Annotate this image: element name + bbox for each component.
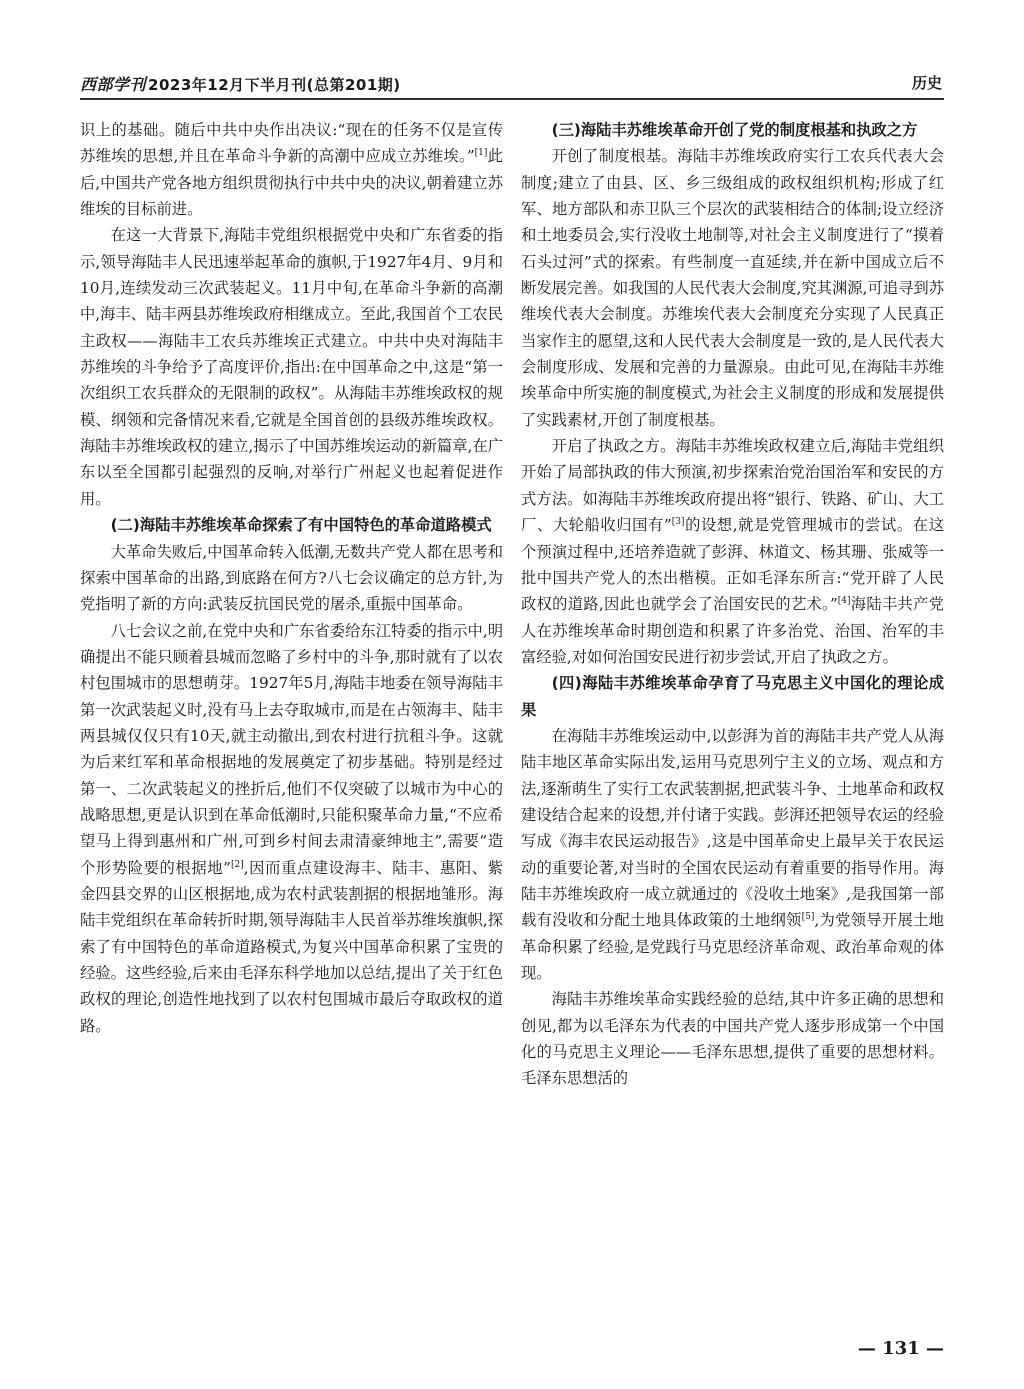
section-heading: (四)海陆丰苏维埃革命孕育了马克思主义中国化的理论成果: [521, 674, 944, 719]
section-heading: (三)海陆丰苏维埃革命开创了党的制度根基和执政之方: [551, 121, 918, 139]
paragraph: 开创了制度根基。海陆丰苏维埃政府实行工农兵代表大会制度;建立了由县、区、乡三级组成的政权组织机构;形成了红军、地方部队和赤卫队三个层次的武装相结合的体制;设立经济和土地委员会,实行没收土地制等,对社会主义制度进行了“摸着石头过河”式的探索。有些制度一直延续,并在新中国成立后不断发展完善。如我国的人民代表大会制度,究其渊源,可追寻到苏维埃代表大会制度。苏维埃代表大会制度充分实现了人民真正当家作主的愿望,这和人民代表大会制度是一致的,是人民代表大会制度形成、发展和完善的力量源泉。由此可见,在海陆丰苏维埃革命中所实施的制度模式,为社会主义制度的形成和发展提供了实践素材,开创了制度根基。: [521, 147, 944, 429]
journal-logo: 西部学刊: [80, 75, 147, 94]
citation: [5]: [801, 912, 815, 923]
paragraph: 大革命失败后,中国革命转入低潮,无数共产党人都在思考和探索中国革命的出路,到底路在何方?八七会议确定的总方针,为党指明了新的方向:武装反抗国民党的屠杀,重振中国革命。: [80, 542, 503, 614]
text-run: ,因而重点建设海丰、陆丰、惠阳、紫金四县交界的山区根据地,成为农村武装割据的根据地雏形。海陆丰党组织在革命转折时期,领导海陆丰人民首举苏维埃旗帜,探索了有中国特色的革命道路模式,为复兴中国革命积累了宝贵的经验。这些经验,后来由毛泽东科学地加以总结,提出了关于红色政权的理论,创造性地找到了以农村包围城市最后夺取政权的道路。: [80, 858, 503, 1035]
citation: [3]: [671, 517, 685, 528]
paragraph: [80, 618, 503, 1040]
paragraph: 海陆丰苏维埃革命实践经验的总结,其中许多正确的思想和创见,都为以毛泽东为代表的中国共产党人逐步形成第一个中国化的马克思主义理论——毛泽东思想,提供了重要的思想材料。毛泽东思想活的: [521, 990, 944, 1088]
text-run: 此后,中国共产党各地方组织贯彻执行中共中央的决议,朝着建立苏维埃的目标前进。: [80, 147, 503, 219]
text-run: ,为党领导开展土地革命积累了经验,是党践行马克思经济革命观、政治革命观的体现。: [521, 911, 944, 982]
text-run: 八七会议之前,在党中央和广东省委给东江特委的指示中,明确提出不能只顾着县城而忽略了乡村中的斗争,那时就有了以农村包围城市的思想萌芽。1927年5月,海陆丰地委在领导海陆丰第一次武装起义时,没有马上去夺取城市,而是在占领海丰、陆丰两县城仅仅只有10天,就主动撤出,到农村进行抗租斗争。这就为后来红军和革命根据地的发展奠定了初步基础。特别是经过第一、二次武装起义的挫折后,他们不仅突破了以城市为中心的战略思想,更是认识到在革命低潮时,只能积聚革命力量,“不应希望马上得到惠州和广州,可到乡村间去肃清豪绅地主”,需要“造个形势险要的根据地”: [80, 621, 503, 877]
citation: [4]: [837, 596, 851, 607]
paragraph: [80, 117, 503, 222]
text-run: 海陆丰共产党人在苏维埃革命时期创造和积累了许多治党、治国、治军的丰富经验,对如何治国安民进行初步尝试,开启了执政之方。: [521, 595, 944, 666]
citation: [1]: [474, 148, 488, 159]
paragraph: 在这一大背景下,海陆丰党组织根据党中央和广东省委的指示,领导海陆丰人民迅速举起革命的旗帜,于1927年4月、9月和10月,连续发动三次武装起义。11月中旬,在革命斗争新的高潮中,海丰、陆丰两县苏维埃政府相继成立。至此,我国首个工农民主政权——海陆丰工农兵苏维埃正式建立。中共中央对海陆丰苏维埃的斗争给予了高度评价,指出:在中国革命之中,这是“第一次组织工农兵群众的无限制的政权”。从海陆丰苏维埃政权的规模、纲领和完备情况来看,它就是全国首创的县级苏维埃政权。海陆丰苏维埃政权的建立,揭示了中国苏维埃运动的新篇章,在广东以至全国都引起强烈的反响,对举行广州起义也起着促进作用。: [80, 226, 503, 508]
text-run: 识上的基础。随后中共中央作出决议:“现在的任务不仅是宣传苏维埃的思想,并且在革命斗争新的高潮中应成立苏维埃。”: [80, 121, 503, 166]
left-column: [80, 117, 503, 1297]
text-run: 在海陆丰苏维埃运动中,以彭湃为首的海陆丰共产党人从海陆丰地区革命实际出发,运用马克思列宁主义的立场、观点和方法,逐渐萌生了实行工农武装割据,把武装斗争、土地革命和政权建设结合起来的设想,并付诸于实践。彭湃还把领导农运的经验写成《海丰农民运动报告》,这是中国革命史上最早关于农民运动的重要论著,对当时的全国农民运动有着重要的指导作用。海陆丰苏维埃政府一成立就通过的《没收土地案》,是我国第一部载有没收和分配土地具体政策的土地纲领: [521, 726, 944, 930]
journal-issue: 2023年12月下半月刊(总第201期): [148, 76, 401, 94]
text-run: 的设想,就是党管理城市的尝试。在这个预演过程中,还培养造就了彭湃、林道文、杨其珊、张威等一批中国共产党人的杰出楷模。正如毛泽东所言:“党开辟了人民政权的道路,因此也就学会了治国安民的艺术。”: [521, 516, 944, 614]
right-column: [521, 117, 944, 1297]
page-number: — 131 —: [857, 1338, 944, 1359]
header-rule: [80, 98, 944, 100]
text-run: 开启了执政之方。海陆丰苏维埃政权建立后,海陆丰党组织开始了局部执政的伟大预演,初步探索治党治国治军和安民的方式方法。如海陆丰苏维埃政府提出将“银行、铁路、矿山、大工厂、大轮船收归国有”: [521, 437, 944, 535]
section-heading: (二)海陆丰苏维埃革命探索了有中国特色的革命道路模式: [110, 516, 492, 535]
paragraph: [521, 723, 944, 986]
section-label: 历史: [911, 74, 942, 92]
journal-title: [80, 72, 401, 95]
citation: [2]: [230, 859, 244, 870]
paragraph: [521, 433, 944, 670]
